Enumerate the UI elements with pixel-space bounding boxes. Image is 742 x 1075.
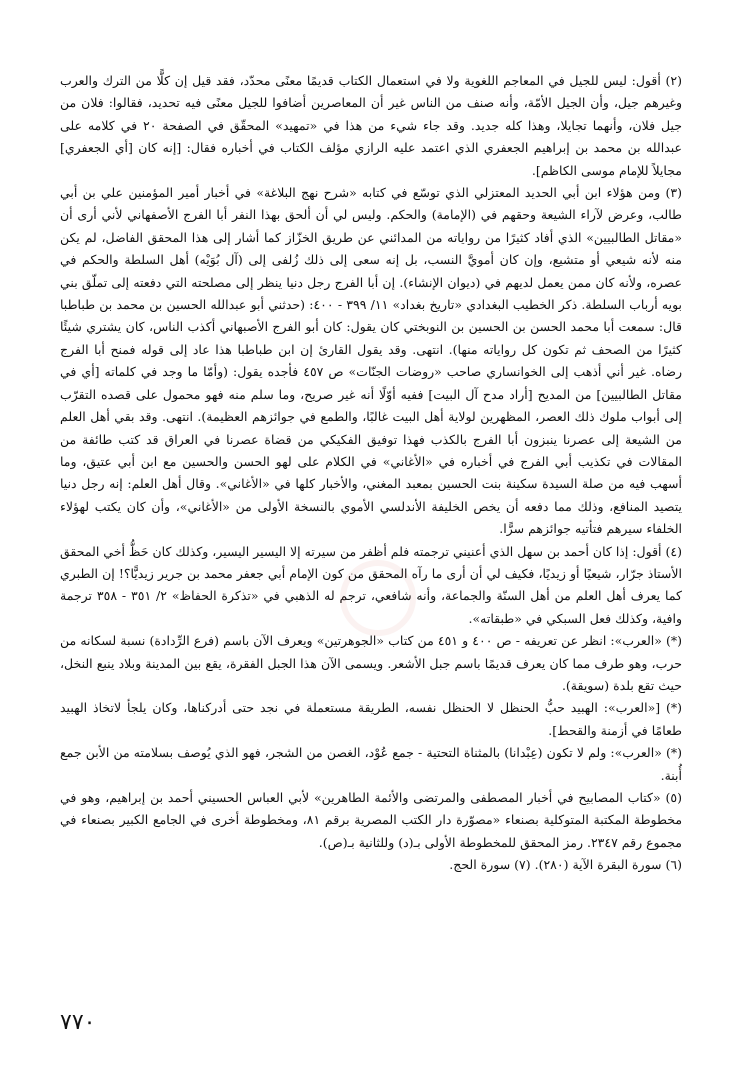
page-number: ٧٧٠ bbox=[60, 1010, 96, 1035]
footnote-2: (٢) أقول: ليس للجيل في المعاجم اللغوية ولا في استعمال الكتاب قديمًا معنًى محدّد، فقد قيل إن كلًّا من الترك والعرب وغيرهم جيل، وأن الجيل الأمّة، وأنه صنف من الناس غير أن المعاصرين أضافوا للجيل معنًى فيه تحديد، فقالوا: فلان من جيل فلان، وأنهما تجايلا، وهذا كله جديد. وقد جاء شيء من هذا في «تمهيد» المحقّق في الصفحة ٢٠ في كلامه على عبدالله بن محمد بن إبراهيم الجعفري الذي اعتمد عليه الرازي مؤلف الكتاب في أخباره فقال: [إنه كان [أي الجعفري] مجايلاً للإمام موسى الكاظم]. bbox=[60, 73, 682, 178]
editor-note-1: (*) «العرب»: انظر عن تعريفه - ص ٤٠٠ و ٤٥١ من كتاب «الجوهرتين» ويعرف الآن باسم (فرع الرِّدادة) نسبة لسكانه من حرب، وهو طرف مما كان يعرف قديمًا باسم جبل الأشعر. ويسمى الآن هذا الجبل الفقرة، يقع بين المدينة وبلاد ينبع النخل، حيث تقع بلدة (سويقة). bbox=[60, 633, 682, 693]
footnote-4: (٤) أقول: إذا كان أحمد بن سهل الذي أعنيني ترجمته فلم أظفر من سيرته إلا اليسير اليسير، وكذلك كان حَظُّ أخي المحقق الأستاذ جرّار، شيعيًا أو زيديًا، فكيف لي أن أرى ما رآه المحقق من كون الإمام أبي جعفر محمد بن جرير زيديًّا؟! إن الطبري كما يعرف أهل العلم من أهل السنّة والجماعة، وأنه شافعي، ترجم له الذهبي في «تذكرة الحفاظ» ٢/ ٣٥١ - ٣٥٨ ترجمة وافية، وكذلك فعل السبكي في «طبقاته». bbox=[60, 543, 682, 626]
footnote-6-7: (٦) سورة البقرة الآية (٢٨٠). (٧) سورة الحج. bbox=[449, 857, 682, 873]
footnotes-block bbox=[60, 70, 682, 877]
footnote-5: (٥) «كتاب المصابيح في أخبار المصطفى والمرتضى والأئمة الطاهرين» لأبي العباس الحسيني أحمد بن إبراهيم، وهو في مخطوطة المكتبة المتوكلية بصنعاء «مصوّرة دار الكتب المصرية برقم ٨١، ومخطوطة أخرى في الجامع الكبير بصنعاء في مجموع رقم ٢٣٤٧. رمز المحقق للمخطوطة الأولى بـ(د) وللثانية بـ(ص). bbox=[60, 790, 683, 850]
footnote-3: (٣) ومن هؤلاء ابن أبي الحديد المعتزلي الذي توسّع في كتابه «شرح نهج البلاغة» في أخبار أمير المؤمنين علي بن أبي طالب، وعرض لآراء الشيعة وحقهم في (الإمامة) والحكم. وليس لي أن ألحق بهذا النفر أبا الفرج الأصفهاني لأني أرى أن «مقاتل الطالبيين» الذي أفاد كثيرًا من رواياته من المدائني عن طريق الخزّاز كما أشار إلى هذا المحقق الفاضل، لم يكن منه لأنه شيعي أو متشيع، وإن كان أمويَّ النسب، بل إنه سعى إلى ذلك زُلفى إلى (آل بُوَيْه) أهل السلطة والحكم في عصره، ولأنه كان ممن يعمل لديهم في (ديوان الإنشاء). إن أبا الفرج رجل دنيا ينظر إلى مصلحته التي دفعته إلى تملّق بني بويه أرباب السلطة. ذكر الخطيب البغدادي «تاريخ بغداد» ١١/ ٣٩٩ - ٤٠٠: (حدثني أبو عبدالله الحسين بن محمد بن طباطبا قال: سمعت أبا محمد الحسن بن الحسين بن النوبختي كان يقول: كان أبو الفرج الأصبهاني أكذب الناس، كان يشتري شيئًا كثيرًا من الصحف ثم تكون كل رواياته منها). انتهى. وقد يقول القارئ إن ابن طباطبا هذا عاد إلى قوله فمنح أبا الفرج رضاه. غير أني أذهب إلى الخوانساري صاحب «روضات الجنّات» ص ٤٥٧ فأجده يقول: (وأمّا ما وجد في كلماته [أي في مقاتل الطالبيين] من المديح [أراد مدح آل البيت] ففيه أوّلًا أنه غير صريح، وما سلم منه فهو محمول على قصده التقرّب إلى أبواب ملوك ذلك العصر، المظهرين لولاية أهل البيت غالبًا، والطمع في جوائزهم العظيمة). انتهى. وقد بقي أهل العلم من الشيعة إلى عصرنا ينبزون أبا الفرج بالكذب فهذا توفيق الفكيكي من قضاة عصرنا في العراق قد كتب طائفة من المقالات في تكذيب أبي الفرج في أخباره في «الأغاني» في الكلام على لهو الحسن والحسين مع ابن أبي عتيق، وما أسهب فيه من صلة السيدة سكينة بنت الحسين بمعبد المغني، والأخبار كلها في «الأغاني». وقال أهل العلم: إنه رجل دنيا يتصيد المنافع، وذلك مما دفعه أن يخص الخليفة الأندلسي الأموي بالنسخة الأولى من «الأغاني»، وأن كان يكتب لهؤلاء الخلفاء سيرهم فتأتيه جوائزهم سرًّا. bbox=[60, 185, 683, 537]
editor-note-3: (*) «العرب»: ولم لا تكون (عِبْدانا) بالمثناة التحتية - جمع عُوْد، الغصن من الشجر، فهو الذي يُوصف بسلامته من الأبن جمع أُبنة. bbox=[60, 745, 682, 783]
editor-note-2: (*) [«العرب»: الهبيد حبُّ الحنظل لا الحنظل نفسه، الطريقة مستعملة في نجد حتى أدركناها، وكان يلجأ لاتخاذ الهبيد طعامًا في أزمنة والقحط]. bbox=[60, 700, 682, 738]
